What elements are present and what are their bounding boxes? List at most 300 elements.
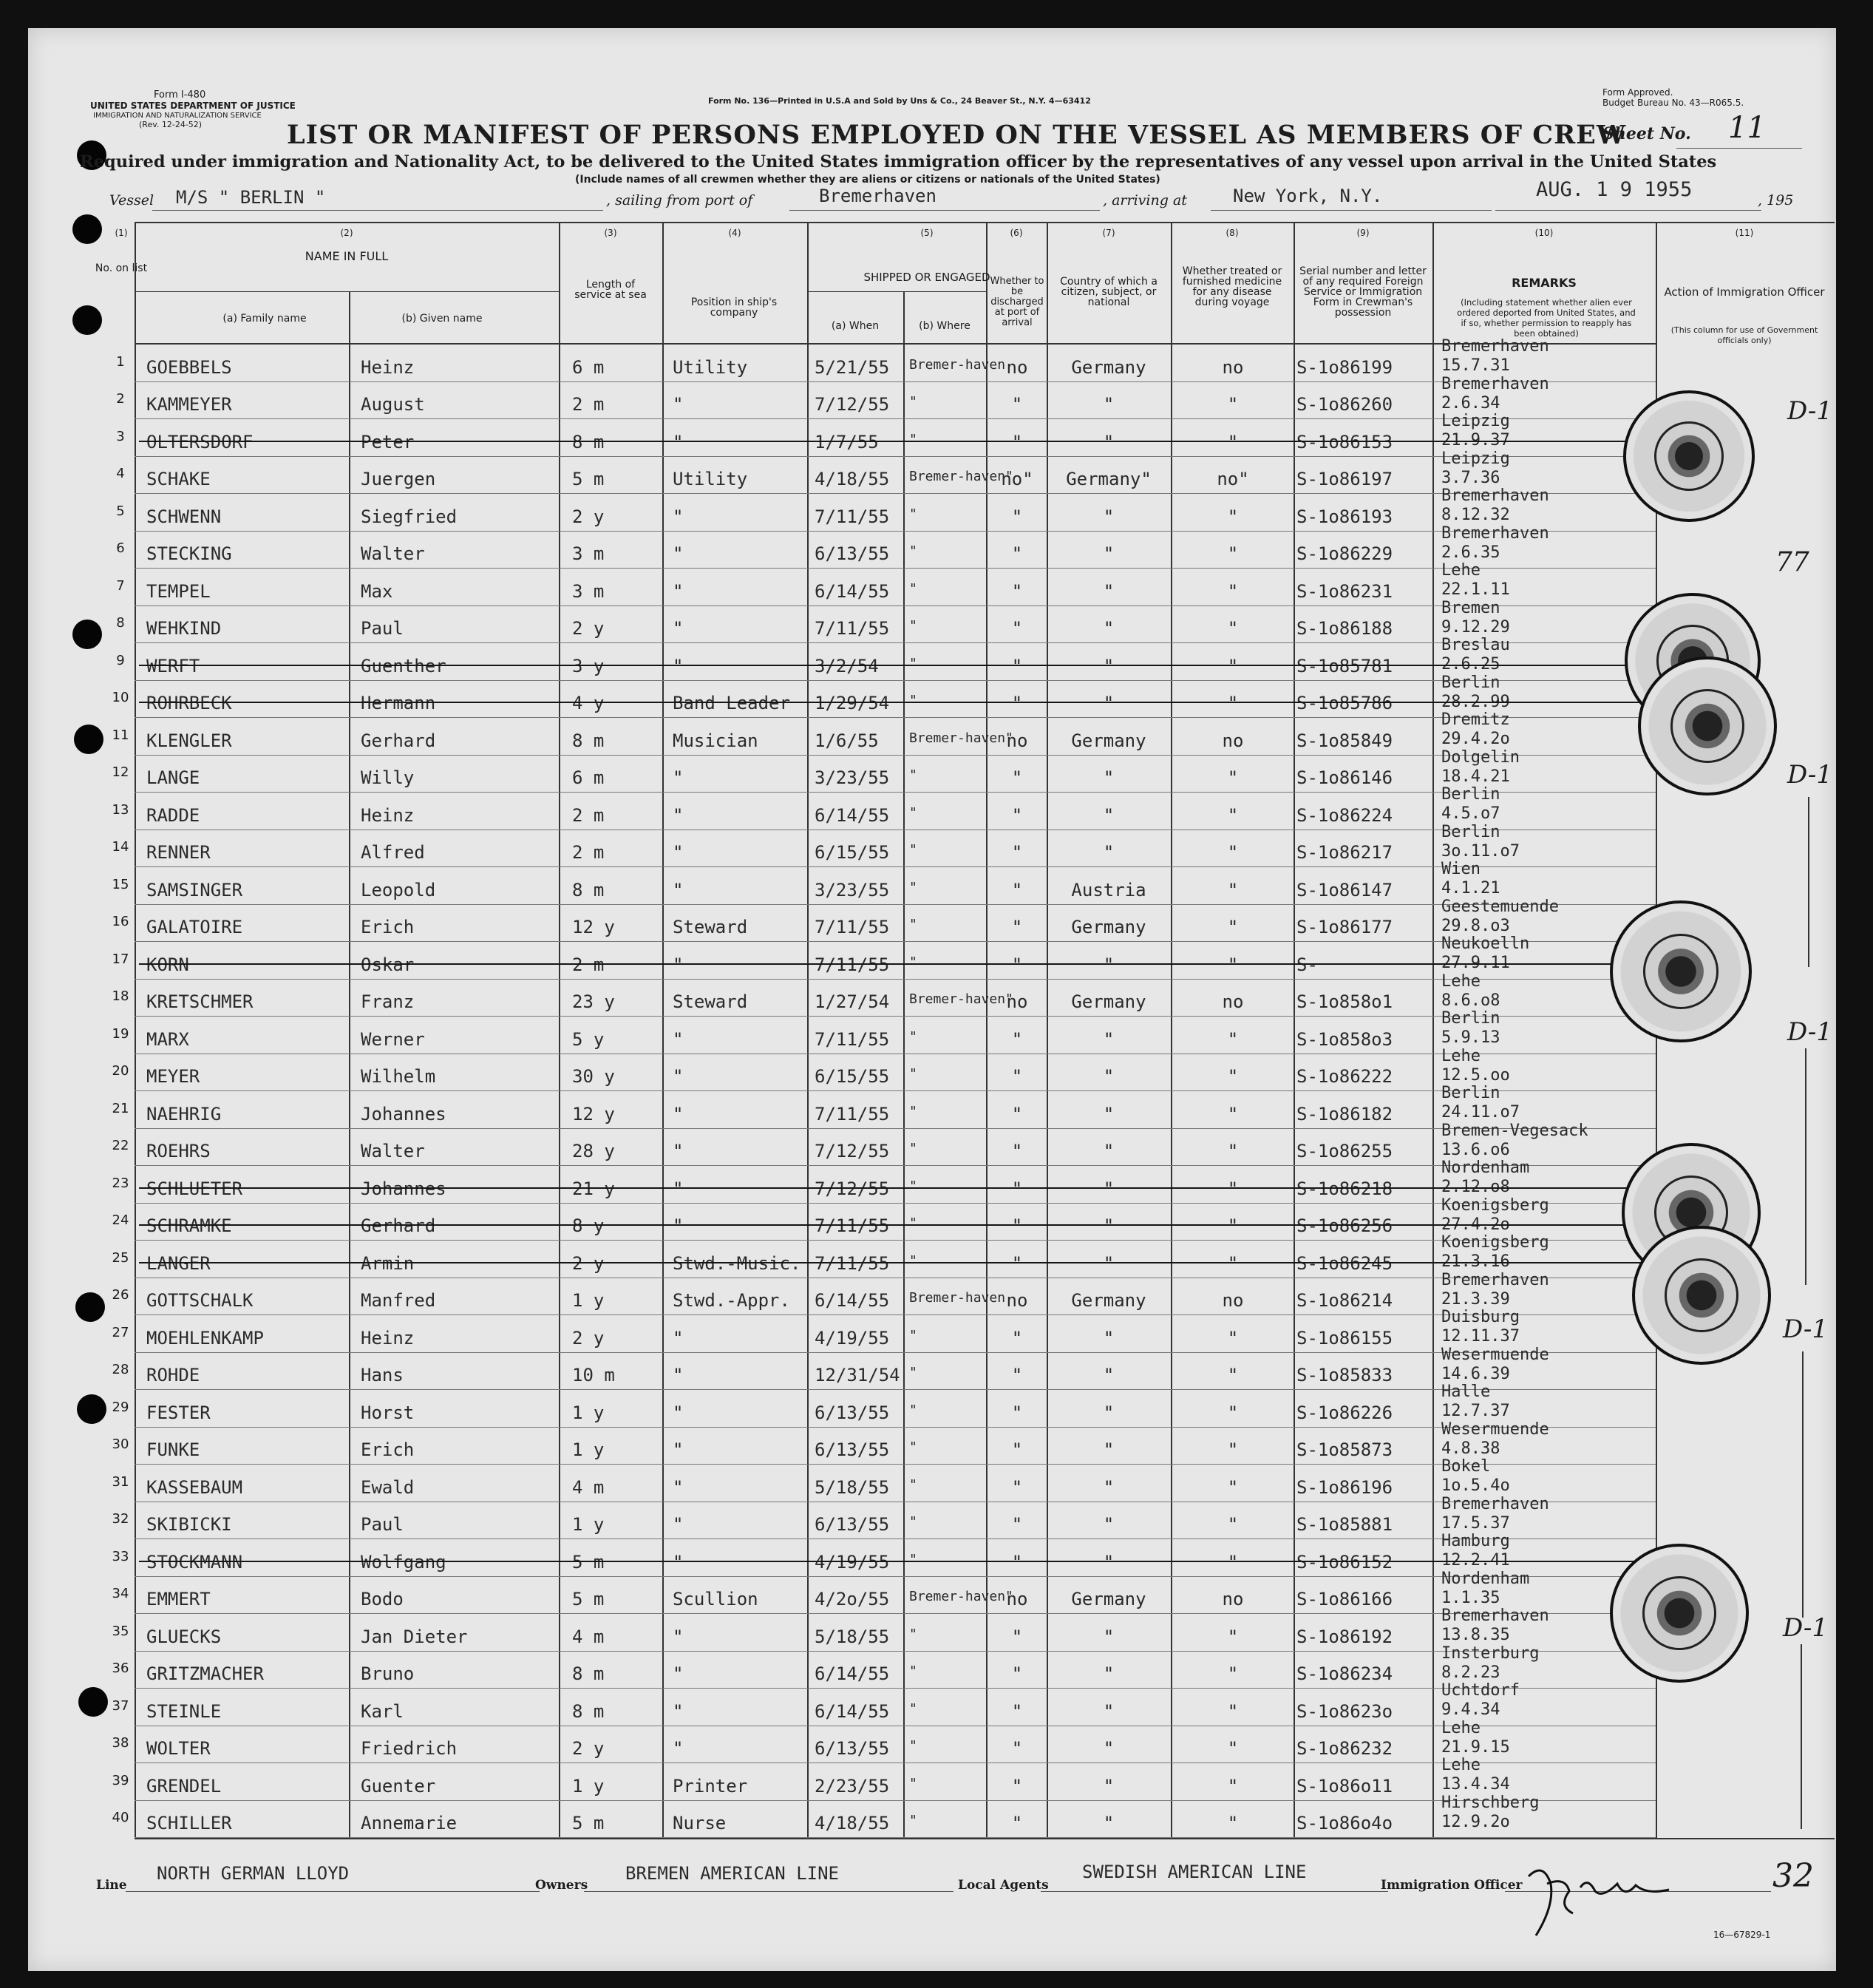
year-suffix: , 195 bbox=[1758, 192, 1794, 208]
service-length: 8 y bbox=[572, 1215, 605, 1236]
remark-birthdate: 2.12.o8 bbox=[1441, 1178, 1510, 1196]
discharged: " bbox=[1011, 1551, 1023, 1573]
family-name: RADDE bbox=[146, 804, 200, 826]
remark-birthdate: 27.9.11 bbox=[1441, 954, 1510, 972]
position: " bbox=[673, 1402, 684, 1423]
row-number: 31 bbox=[112, 1473, 129, 1490]
engaged-where: " bbox=[909, 804, 917, 821]
serial-number: S-1o86197 bbox=[1296, 469, 1393, 489]
medicine: " bbox=[1227, 431, 1239, 452]
service-length: 2 m bbox=[572, 394, 605, 415]
remark-birthdate: 4.1.21 bbox=[1441, 879, 1500, 898]
remark-birthdate: 13.6.o6 bbox=[1441, 1140, 1510, 1159]
family-name: GOEBBELS bbox=[146, 356, 232, 378]
sheet-number: 11 bbox=[1728, 111, 1766, 145]
country: " bbox=[1103, 1103, 1115, 1124]
row-number: 4 bbox=[116, 466, 125, 481]
arrival-date-stamp: AUG. 1 9 1955 bbox=[1536, 178, 1693, 201]
remark-birthplace: Breslau bbox=[1441, 636, 1510, 654]
table-row bbox=[28, 710, 1832, 756]
service-length: 23 y bbox=[572, 991, 615, 1012]
position: " bbox=[673, 655, 684, 676]
medicine: " bbox=[1227, 1327, 1239, 1348]
discharged: no bbox=[1006, 1589, 1028, 1609]
given-name: Wilhelm bbox=[361, 1066, 436, 1087]
remark-birthplace: Hirschberg bbox=[1441, 1793, 1540, 1812]
given-name: Max bbox=[361, 580, 393, 602]
discharged: " bbox=[1011, 618, 1023, 639]
medicine: " bbox=[1227, 1178, 1239, 1199]
strike-through-line bbox=[139, 1262, 1662, 1263]
remark-birthplace: Bremen-Vegesack bbox=[1441, 1121, 1588, 1140]
strike-through-line bbox=[139, 1187, 1662, 1189]
discharged: no bbox=[1006, 991, 1028, 1012]
col-num-5: (5) bbox=[920, 228, 934, 238]
given-name: Friedrich bbox=[361, 1738, 458, 1759]
engaged-where: Bremer-haven bbox=[909, 1290, 1006, 1306]
medicine: " bbox=[1227, 1141, 1239, 1161]
family-name: OLTERSDORF bbox=[146, 431, 254, 452]
medicine: no bbox=[1222, 1589, 1244, 1609]
given-name: Paul bbox=[361, 1514, 404, 1535]
family-name: WEHKIND bbox=[146, 618, 222, 639]
consulate-stamp bbox=[1610, 900, 1752, 1042]
engaged-where: " bbox=[909, 842, 917, 858]
remark-birthplace: Duisburg bbox=[1441, 1308, 1520, 1326]
row-number: 38 bbox=[112, 1735, 129, 1751]
remark-birthplace: Bremerhaven bbox=[1441, 337, 1549, 356]
row-number: 10 bbox=[112, 690, 129, 705]
remark-birthdate: 2.6.25 bbox=[1441, 655, 1500, 674]
remark-birthdate: 21.3.39 bbox=[1441, 1289, 1510, 1309]
position: " bbox=[673, 842, 684, 863]
service-length: 1 y bbox=[572, 1402, 605, 1423]
row-number: 16 bbox=[112, 914, 129, 929]
service-length: 28 y bbox=[572, 1141, 615, 1161]
medicine: " bbox=[1227, 580, 1239, 602]
service-length: 2 y bbox=[572, 1738, 605, 1759]
serial-number: S-1o86232 bbox=[1296, 1738, 1393, 1759]
remark-birthplace: Lehe bbox=[1441, 1718, 1481, 1737]
serial-number: S-1o86234 bbox=[1296, 1663, 1393, 1684]
country: " bbox=[1103, 1775, 1115, 1797]
family-name: STEINLE bbox=[146, 1700, 222, 1722]
service-length: 3 m bbox=[572, 580, 605, 602]
discharged: " bbox=[1011, 1066, 1023, 1087]
family-name: ROHRBECK bbox=[146, 693, 232, 713]
medicine: " bbox=[1227, 394, 1239, 415]
position: " bbox=[673, 580, 684, 602]
engaged-when: 3/2/54 bbox=[815, 655, 879, 676]
col-num-8: (8) bbox=[1226, 228, 1239, 238]
engaged-when: 6/14/55 bbox=[815, 804, 890, 826]
engaged-where: " bbox=[909, 1439, 917, 1455]
engaged-when: 7/11/55 bbox=[815, 1028, 890, 1050]
remark-birthplace: Bremerhaven bbox=[1441, 486, 1549, 505]
family-name: MOEHLENKAMP bbox=[146, 1327, 264, 1348]
service-length: 8 m bbox=[572, 1700, 605, 1722]
remark-birthdate: 21.9.15 bbox=[1441, 1737, 1510, 1757]
engaged-when: 7/11/55 bbox=[815, 1252, 890, 1274]
country: " bbox=[1103, 1626, 1115, 1647]
page-title: LIST OR MANIFEST OF PERSONS EMPLOYED ON THE VESSEL AS MEMBERS OF CREW bbox=[287, 120, 1627, 150]
medicine: " bbox=[1227, 1028, 1239, 1050]
footer-owners: BREMEN AMERICAN LINE bbox=[625, 1863, 839, 1884]
remark-birthplace: Berlin bbox=[1441, 822, 1500, 841]
col-header-shipped: SHIPPED OR ENGAGED bbox=[863, 271, 990, 284]
family-name: ROHDE bbox=[146, 1365, 200, 1385]
col-header-serial: Serial number and letter of any required Foreign Service or Immigration Form in Crewman's possession bbox=[1299, 265, 1427, 319]
engaged-where: " bbox=[909, 917, 917, 932]
row-number: 30 bbox=[112, 1436, 129, 1452]
position: " bbox=[673, 543, 684, 564]
row-number: 32 bbox=[112, 1511, 129, 1527]
position: " bbox=[673, 1738, 684, 1759]
col-num-6: (6) bbox=[1010, 228, 1023, 238]
medicine: " bbox=[1227, 917, 1239, 937]
serial-number: S-1o86229 bbox=[1296, 543, 1393, 564]
country: Austria bbox=[1071, 879, 1146, 900]
country: " bbox=[1103, 767, 1115, 788]
remark-birthplace: Lehe bbox=[1441, 1756, 1481, 1774]
remark-birthdate: 5.9.13 bbox=[1441, 1028, 1500, 1047]
family-name: KORN bbox=[146, 954, 189, 975]
medicine: " bbox=[1227, 1663, 1239, 1684]
service-length: 21 y bbox=[572, 1178, 615, 1199]
service-length: 3 m bbox=[572, 543, 605, 564]
engaged-when: 6/13/55 bbox=[815, 1514, 890, 1535]
medicine: " bbox=[1227, 1738, 1239, 1759]
remark-birthplace: Uchtdorf bbox=[1441, 1681, 1520, 1700]
engaged-where: " bbox=[909, 767, 917, 783]
table-row bbox=[28, 747, 1832, 793]
row-number: 35 bbox=[112, 1623, 129, 1639]
discharged: " bbox=[1011, 1813, 1023, 1833]
remark-birthdate: 12.2.41 bbox=[1441, 1551, 1510, 1570]
family-name: GALATOIRE bbox=[146, 917, 243, 937]
family-name: GLUECKS bbox=[146, 1626, 222, 1647]
discharged: " bbox=[1011, 1439, 1023, 1460]
serial-number: S-1o86196 bbox=[1296, 1476, 1393, 1498]
serial-number: S-1o86o4o bbox=[1296, 1813, 1393, 1833]
sheet-label: Sheet No. bbox=[1602, 124, 1691, 143]
service-length: 2 y bbox=[572, 1252, 605, 1274]
position: Utility bbox=[673, 469, 748, 489]
engaged-where: " bbox=[909, 1327, 917, 1343]
medicine: " bbox=[1227, 1402, 1239, 1423]
table-row bbox=[28, 822, 1832, 868]
position: " bbox=[673, 954, 684, 975]
col-num-3: (3) bbox=[604, 228, 617, 238]
medicine: " bbox=[1227, 1439, 1239, 1460]
discharged: " bbox=[1011, 1327, 1023, 1348]
col-header-officer-action: Action of Immigration Officer bbox=[1664, 285, 1825, 299]
table-row bbox=[28, 897, 1832, 943]
table-row bbox=[28, 1158, 1832, 1204]
family-name: GRENDEL bbox=[146, 1775, 222, 1797]
country: " bbox=[1103, 1551, 1115, 1573]
row-number: 25 bbox=[112, 1249, 129, 1266]
engaged-when: 5/21/55 bbox=[815, 356, 890, 378]
family-name: GOTTSCHALK bbox=[146, 1290, 254, 1311]
given-name: Horst bbox=[361, 1402, 415, 1423]
remark-birthplace: Lehe bbox=[1441, 971, 1481, 991]
engaged-when: 1/6/55 bbox=[815, 730, 879, 751]
serial-number: S-1o86245 bbox=[1296, 1252, 1393, 1274]
family-name: KRETSCHMER bbox=[146, 991, 254, 1012]
remark-birthdate: 9.4.34 bbox=[1441, 1700, 1500, 1719]
given-name: Walter bbox=[361, 1141, 425, 1161]
row-number: 9 bbox=[116, 652, 125, 668]
engaged-where: " bbox=[909, 1365, 917, 1380]
arriving-label: , arriving at bbox=[1103, 192, 1187, 208]
col-num-7: (7) bbox=[1102, 228, 1115, 238]
remark-birthplace: Berlin bbox=[1441, 1084, 1500, 1102]
country: " bbox=[1103, 1813, 1115, 1833]
country: Germany" bbox=[1066, 469, 1152, 489]
col-header-remarks-note: (Including statement whether alien ever ordered deported from United States, and if so, whether permission to reapply has been obtained) bbox=[1457, 297, 1636, 339]
position: Scullion bbox=[673, 1589, 758, 1609]
family-name: ROEHRS bbox=[146, 1141, 211, 1161]
remark-birthplace: Wesermuende bbox=[1441, 1345, 1549, 1364]
row-number: 40 bbox=[112, 1810, 129, 1825]
service-length: 1 y bbox=[572, 1290, 605, 1311]
country: " bbox=[1103, 1663, 1115, 1684]
engaged-where: " bbox=[909, 618, 917, 634]
discharged: " bbox=[1011, 1738, 1023, 1759]
given-name: Erich bbox=[361, 1439, 415, 1460]
consulate-stamp bbox=[1638, 657, 1777, 795]
engaged-when: 3/23/55 bbox=[815, 767, 890, 788]
strike-through-line bbox=[139, 702, 1662, 703]
footer-agents-label: Local Agents bbox=[958, 1878, 1049, 1893]
family-name: LANGER bbox=[146, 1252, 211, 1274]
footer-form-code: 16—67829-1 bbox=[1713, 1930, 1771, 1940]
table-row bbox=[28, 1195, 1832, 1241]
country: " bbox=[1103, 954, 1115, 975]
row-number: 22 bbox=[112, 1138, 129, 1153]
engaged-where: " bbox=[909, 1178, 917, 1194]
discharged: no bbox=[1006, 730, 1028, 751]
medicine: " bbox=[1227, 804, 1239, 826]
engaged-when: 7/11/55 bbox=[815, 618, 890, 639]
country: " bbox=[1103, 1514, 1115, 1535]
position: " bbox=[673, 1551, 684, 1573]
country: Germany bbox=[1071, 1589, 1146, 1609]
medicine: " bbox=[1227, 879, 1239, 900]
remark-birthplace: Wesermuende bbox=[1441, 1419, 1549, 1439]
country: " bbox=[1103, 1439, 1115, 1460]
service-length: 8 m bbox=[572, 879, 605, 900]
service-length: 1 y bbox=[572, 1439, 605, 1460]
family-name: SCHAKE bbox=[146, 469, 211, 489]
col-num-1: (1) bbox=[115, 228, 128, 238]
remark-birthplace: Lehe bbox=[1441, 1046, 1481, 1065]
given-name: Werner bbox=[361, 1028, 425, 1050]
table-row bbox=[28, 1308, 1832, 1353]
engaged-when: 6/15/55 bbox=[815, 842, 890, 863]
medicine: no bbox=[1222, 730, 1244, 751]
remark-birthdate: 3.7.36 bbox=[1441, 468, 1500, 487]
row-number: 19 bbox=[112, 1025, 129, 1042]
discharged: " bbox=[1011, 693, 1023, 713]
serial-number: S-1o86222 bbox=[1296, 1066, 1393, 1087]
given-name: Bruno bbox=[361, 1663, 415, 1684]
engaged-when: 7/12/55 bbox=[815, 394, 890, 415]
engaged-where: " bbox=[909, 1700, 917, 1717]
remark-birthdate: 12.7.37 bbox=[1441, 1402, 1510, 1420]
family-name: SKIBICKI bbox=[146, 1514, 232, 1535]
row-number: 8 bbox=[116, 615, 125, 631]
col-header-given-name: (b) Given name bbox=[401, 313, 483, 325]
discharged: " bbox=[1011, 1402, 1023, 1423]
position: Printer bbox=[673, 1775, 748, 1797]
given-name: Alfred bbox=[361, 842, 425, 863]
engaged-where: " bbox=[909, 655, 917, 671]
col-num-4: (4) bbox=[728, 228, 741, 238]
table-row bbox=[28, 860, 1832, 905]
discharged: " bbox=[1011, 842, 1023, 863]
remark-birthdate: 9.12.29 bbox=[1441, 617, 1510, 637]
remark-birthplace: Bremerhaven bbox=[1441, 1494, 1549, 1513]
serial-number: S-1o86166 bbox=[1296, 1589, 1393, 1609]
remark-birthdate: 8.6.o8 bbox=[1441, 991, 1500, 1010]
engaged-where: " bbox=[909, 1141, 917, 1156]
family-name: SCHWENN bbox=[146, 506, 222, 527]
discharged: " bbox=[1011, 1626, 1023, 1647]
country: " bbox=[1103, 693, 1115, 713]
given-name: Juergen bbox=[361, 469, 436, 489]
table-row bbox=[28, 1345, 1832, 1391]
engaged-where: " bbox=[909, 506, 917, 522]
remark-birthdate: 12.9.2o bbox=[1441, 1812, 1510, 1831]
officer-mark-d1: D-1 bbox=[1787, 760, 1833, 790]
engaged-where: " bbox=[909, 394, 917, 410]
serial-number: S-1o86214 bbox=[1296, 1290, 1393, 1311]
service-length: 12 y bbox=[572, 1103, 615, 1124]
given-name: Bodo bbox=[361, 1589, 404, 1609]
given-name: Heinz bbox=[361, 1327, 415, 1348]
given-name: Annemarie bbox=[361, 1813, 458, 1833]
medicine: " bbox=[1227, 618, 1239, 639]
row-number: 6 bbox=[116, 540, 125, 556]
given-name: Heinz bbox=[361, 356, 415, 378]
country: Germany bbox=[1071, 356, 1146, 378]
family-name: MEYER bbox=[146, 1066, 200, 1087]
agency-line3: (Rev. 12-24-52) bbox=[139, 120, 203, 129]
strike-through-line bbox=[139, 1224, 1662, 1226]
discharged: " bbox=[1011, 655, 1023, 676]
service-length: 4 y bbox=[572, 693, 605, 713]
table-row bbox=[28, 486, 1832, 532]
col-header-service: Length of service at sea bbox=[574, 279, 647, 301]
consulate-stamp bbox=[1610, 1544, 1749, 1683]
engaged-where: " bbox=[909, 431, 917, 447]
col-num-2: (2) bbox=[340, 228, 353, 238]
remark-birthdate: 12.5.oo bbox=[1441, 1065, 1510, 1085]
serial-number: S-1o86147 bbox=[1296, 879, 1393, 900]
remark-birthplace: Dremitz bbox=[1441, 710, 1510, 729]
service-length: 2 m bbox=[572, 842, 605, 863]
family-name: KAMMEYER bbox=[146, 394, 232, 415]
position: " bbox=[673, 1066, 684, 1087]
col-num-11: (11) bbox=[1735, 228, 1754, 238]
serial-number: S-1o86188 bbox=[1296, 618, 1393, 639]
row-number: 15 bbox=[112, 876, 129, 892]
engaged-when: 5/18/55 bbox=[815, 1476, 890, 1498]
engaged-when: 6/15/55 bbox=[815, 1066, 890, 1087]
country: " bbox=[1103, 506, 1115, 527]
engaged-where: " bbox=[909, 1103, 917, 1119]
row-number: 14 bbox=[112, 839, 129, 855]
discharged: " bbox=[1011, 1178, 1023, 1199]
remark-birthdate: 1.1.35 bbox=[1441, 1588, 1500, 1607]
service-length: 3 y bbox=[572, 655, 605, 676]
family-name: MARX bbox=[146, 1028, 189, 1050]
serial-number: S-1o86255 bbox=[1296, 1141, 1393, 1161]
discharged: " bbox=[1011, 1103, 1023, 1124]
officer-mark-d1: D-1 bbox=[1783, 1613, 1829, 1643]
given-name: Paul bbox=[361, 618, 404, 639]
discharged: no bbox=[1006, 1290, 1028, 1311]
position: " bbox=[673, 1514, 684, 1535]
given-name: Heinz bbox=[361, 804, 415, 826]
discharged: " bbox=[1011, 1663, 1023, 1684]
medicine: no" bbox=[1217, 469, 1249, 489]
service-length: 5 m bbox=[572, 469, 605, 489]
country: Germany bbox=[1071, 1290, 1146, 1311]
country: " bbox=[1103, 431, 1115, 452]
position: Steward bbox=[673, 917, 748, 937]
remark-birthplace: Hamburg bbox=[1441, 1532, 1510, 1550]
table-row bbox=[28, 1494, 1832, 1540]
discharged: no bbox=[1006, 356, 1028, 378]
medicine: " bbox=[1227, 1775, 1239, 1797]
remark-birthplace: Geestemuende bbox=[1441, 897, 1559, 916]
country: " bbox=[1103, 842, 1115, 863]
service-length: 5 m bbox=[572, 1551, 605, 1573]
table-row bbox=[28, 673, 1832, 719]
family-name: LANGE bbox=[146, 767, 200, 788]
country: Germany bbox=[1071, 991, 1146, 1012]
officer-mark-d1: D-1 bbox=[1787, 396, 1833, 426]
form-id: Form I-480 bbox=[154, 89, 206, 101]
discharged: " bbox=[1011, 506, 1023, 527]
discharged: " bbox=[1011, 1215, 1023, 1236]
given-name: August bbox=[361, 394, 425, 415]
strike-through-line bbox=[139, 441, 1662, 442]
medicine: " bbox=[1227, 1551, 1239, 1573]
punch-hole bbox=[72, 214, 102, 244]
engaged-when: 3/23/55 bbox=[815, 879, 890, 900]
serial-number: S-1o86192 bbox=[1296, 1626, 1393, 1647]
vessel-name: M/S " BERLIN " bbox=[176, 187, 326, 208]
table-row bbox=[28, 374, 1832, 420]
remark-birthdate: 2.6.34 bbox=[1441, 393, 1500, 413]
given-name: Siegfried bbox=[361, 506, 458, 527]
given-name: Oskar bbox=[361, 954, 415, 975]
medicine: " bbox=[1227, 1365, 1239, 1385]
discharged: " bbox=[1011, 1476, 1023, 1498]
approval-line2: Budget Bureau No. 43—R065.5. bbox=[1602, 98, 1744, 108]
remark-birthdate: 22.1.11 bbox=[1441, 580, 1510, 599]
serial-number: S-1o8623o bbox=[1296, 1700, 1393, 1722]
serial-number: S-1o86217 bbox=[1296, 842, 1393, 863]
table-row bbox=[28, 1756, 1832, 1801]
col-header-name: NAME IN FULL bbox=[305, 249, 389, 263]
col-header-medicine: Whether treated or furnished medicine for any disease during voyage bbox=[1182, 265, 1282, 308]
remark-birthdate: 3o.11.o7 bbox=[1441, 841, 1520, 861]
